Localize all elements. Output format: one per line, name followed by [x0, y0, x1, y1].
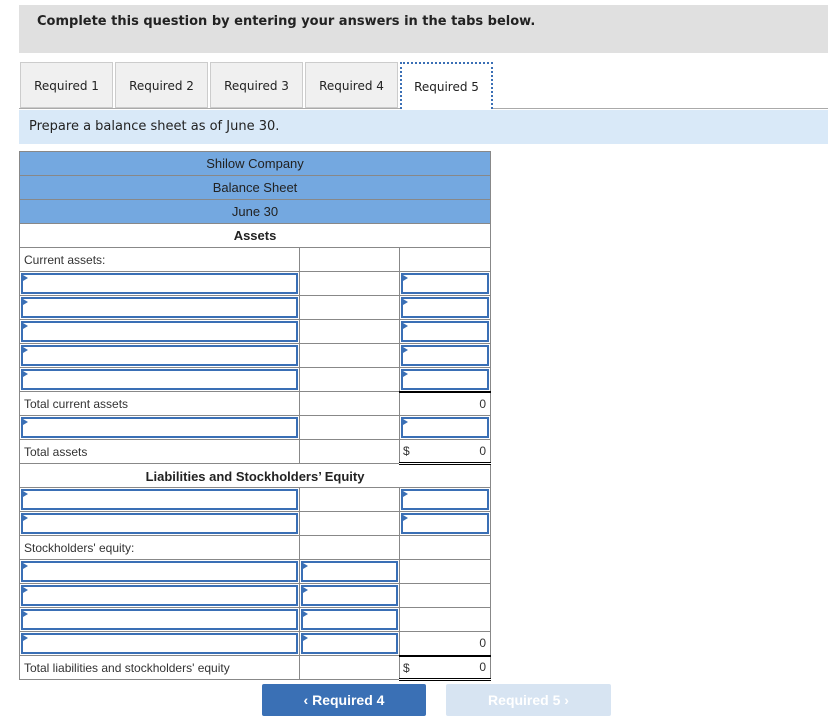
currency-symbol: $	[403, 660, 410, 675]
asset-account-select[interactable]	[20, 296, 300, 320]
empty-cell	[400, 584, 491, 608]
equity-amount-input[interactable]	[300, 608, 400, 632]
balance-sheet-table	[19, 151, 491, 681]
asset-amount-input[interactable]	[400, 272, 491, 296]
empty-cell	[400, 560, 491, 584]
empty-cell	[300, 272, 400, 296]
asset-amount-input[interactable]	[400, 296, 491, 320]
previous-required-4-button[interactable]: ‹ Required 4	[262, 684, 426, 716]
asset-amount-input[interactable]	[400, 320, 491, 344]
empty-cell	[300, 344, 400, 368]
liability-account-select[interactable]	[20, 512, 300, 536]
total-liabilities-equity-label: Total liabilities and stockholders' equity	[20, 656, 300, 680]
currency-symbol: $	[403, 444, 410, 458]
equity-subtotal-value: 0	[400, 632, 491, 656]
empty-cell	[400, 608, 491, 632]
stockholders-equity-label: Stockholders' equity:	[20, 536, 300, 560]
company-name: Shilow Company	[20, 152, 491, 176]
asset-account-select[interactable]	[20, 272, 300, 296]
asset-account-select[interactable]	[20, 320, 300, 344]
total-current-assets-value: 0	[400, 392, 491, 416]
empty-cell	[400, 536, 491, 560]
asset-account-select[interactable]	[20, 344, 300, 368]
total-assets-value: 0	[479, 444, 487, 458]
asset-amount-input[interactable]	[400, 344, 491, 368]
tab-bar	[19, 62, 828, 109]
liability-account-select[interactable]	[20, 488, 300, 512]
asset-account-select[interactable]	[20, 368, 300, 392]
empty-cell	[400, 248, 491, 272]
total-liabilities-equity-value: 0	[479, 660, 487, 675]
equity-account-select[interactable]	[20, 584, 300, 608]
equity-amount-input[interactable]	[300, 560, 400, 584]
empty-cell	[300, 320, 400, 344]
equity-amount-input[interactable]	[300, 632, 400, 656]
empty-cell	[300, 488, 400, 512]
empty-cell	[300, 368, 400, 392]
tab-required-5[interactable]: Required 5	[400, 62, 493, 109]
equity-account-select[interactable]	[20, 608, 300, 632]
equity-amount-input[interactable]	[300, 584, 400, 608]
next-required-5-button[interactable]: Required 5 ›	[446, 684, 611, 716]
assets-heading: Assets	[20, 224, 491, 248]
tab-required-1[interactable]: Required 1	[20, 62, 113, 108]
total-liabilities-equity-cell	[400, 656, 491, 680]
asset-account-select[interactable]	[20, 416, 300, 440]
tab-required-3[interactable]: Required 3	[210, 62, 303, 108]
equity-account-select[interactable]	[20, 560, 300, 584]
empty-cell	[300, 536, 400, 560]
statement-date: June 30	[20, 200, 491, 224]
asset-amount-input[interactable]	[400, 416, 491, 440]
equity-account-select[interactable]	[20, 632, 300, 656]
total-current-assets-label: Total current assets	[20, 392, 300, 416]
empty-cell	[300, 416, 400, 440]
liability-amount-input[interactable]	[400, 512, 491, 536]
instructions-banner: Complete this question by entering your answers in the tabs below.	[19, 5, 828, 53]
empty-cell	[300, 248, 400, 272]
empty-cell	[300, 440, 400, 464]
liabilities-equity-heading: Liabilities and Stockholders’ Equity	[20, 464, 491, 488]
current-assets-label: Current assets:	[20, 248, 300, 272]
asset-amount-input[interactable]	[400, 368, 491, 392]
liability-amount-input[interactable]	[400, 488, 491, 512]
question-prompt: Prepare a balance sheet as of June 30.	[19, 110, 828, 144]
empty-cell	[300, 656, 400, 680]
empty-cell	[300, 296, 400, 320]
total-assets-label: Total assets	[20, 440, 300, 464]
empty-cell	[300, 392, 400, 416]
tab-required-2[interactable]: Required 2	[115, 62, 208, 108]
total-assets-cell	[400, 440, 491, 464]
empty-cell	[300, 512, 400, 536]
tab-required-4[interactable]: Required 4	[305, 62, 398, 108]
statement-title: Balance Sheet	[20, 176, 491, 200]
